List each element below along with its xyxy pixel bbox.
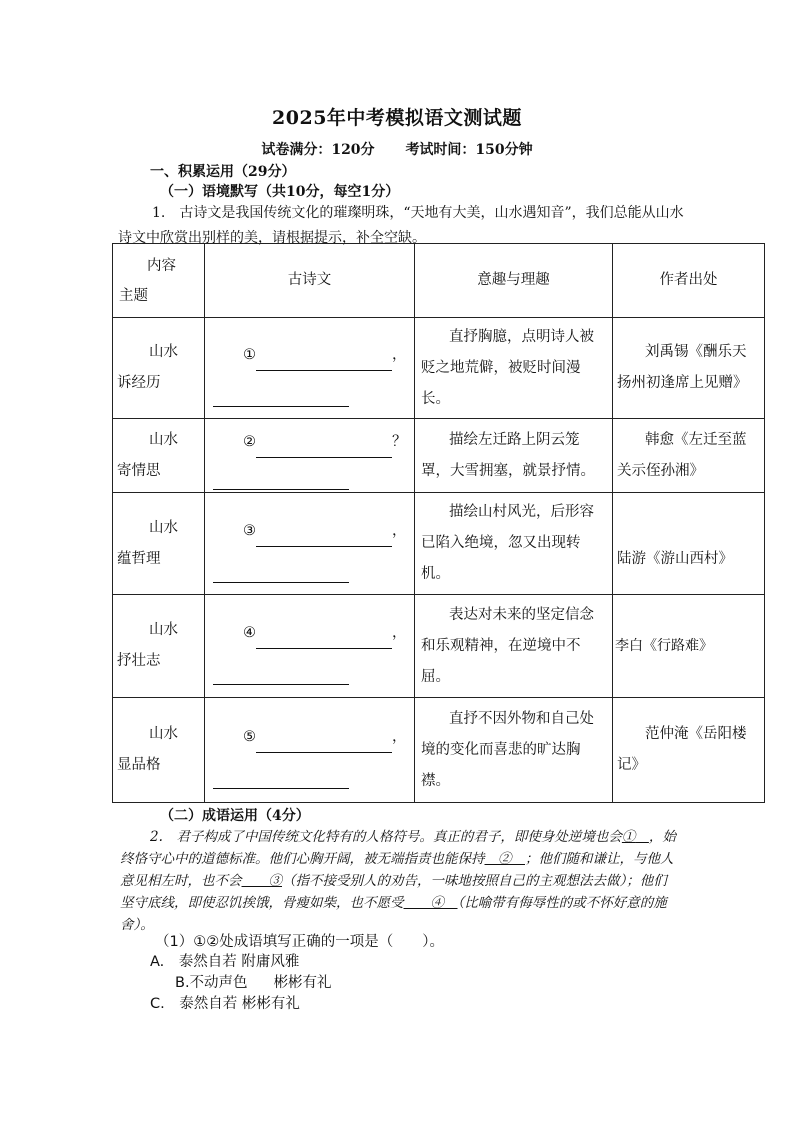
answer-blank[interactable]	[213, 666, 349, 685]
row-author: 刘禹锡《酬乐天扬州初逢席上见赠》	[613, 318, 765, 419]
row-topic: 山水 显品格	[113, 698, 205, 803]
row-meaning: 直抒胸臆，点明诗人被贬之地荒僻，被贬时间漫长。	[415, 318, 613, 419]
idiom-blank-1[interactable]: ①	[621, 829, 636, 845]
exam-time: 考试时间：150分钟	[405, 142, 533, 158]
section-heading: 一、积累运用（29分）	[150, 164, 296, 180]
answer-blank[interactable]	[256, 352, 392, 371]
sub-question-1: （1）①②处成语填写正确的一项是（ ）。	[155, 934, 444, 950]
row-meaning: 直抒不因外物和自己处境的变化而喜悲的旷达胸襟。	[415, 698, 613, 803]
option-b[interactable]: B.不动声色 彬彬有礼	[175, 975, 332, 991]
answer-blank[interactable]	[256, 528, 392, 547]
page-title: 2025年中考模拟语文测试题	[272, 107, 522, 129]
part-heading-2: （二）成语运用（4分）	[160, 808, 310, 824]
idiom-blank-3[interactable]: ③	[268, 873, 282, 889]
table-row	[113, 419, 765, 493]
idiom-blank-4[interactable]: ④	[430, 895, 444, 911]
exam-meta	[0, 139, 794, 159]
header-author: 作者出处	[613, 244, 765, 318]
full-score: 试卷满分：120分	[261, 142, 375, 158]
table-row	[113, 595, 765, 698]
answer-blank[interactable]	[213, 388, 349, 407]
row-meaning: 描绘山村风光，后形容已陷入绝境，忽又出现转机。	[415, 493, 613, 595]
row-topic: 山水 诉经历	[113, 318, 205, 419]
poem-blank-cell: ③ ，	[205, 493, 415, 595]
header-meaning: 意趣与理趣	[415, 244, 613, 318]
idiom-blank-2[interactable]: ②	[498, 851, 512, 867]
table-row	[113, 493, 765, 595]
answer-blank[interactable]	[256, 630, 392, 649]
header-poem: 古诗文	[205, 244, 415, 318]
row-meaning: 表达对未来的坚定信念和乐观精神，在逆境中不屈。	[415, 595, 613, 698]
row-author: 范仲淹《岳阳楼记》	[613, 698, 765, 803]
poem-blank-cell: ④ ，	[205, 595, 415, 698]
row-topic: 山水 蕴哲理	[113, 493, 205, 595]
option-a[interactable]: A. 泰然自若 附庸风雅	[150, 954, 300, 970]
row-author: 陆游《游山西村》	[613, 493, 765, 595]
question-2: 2. 君子构成了中国传统文化特有的人格符号。真正的君子，即使身处逆境也会① ，始终恪守心中的道德标准。他们心胸开阔，被无端指责也能保持 ② ；他们随和谦让，与他人意见相左时，也不会 ③（指不接受别人的劝告，一味地按照自己的主观想法去做）；他们坚守底线，即使忍饥挨饿，骨瘦如柴，也不愿受 ④ （比喻带有侮辱性的或不怀好意的施舍）。	[120, 829, 676, 933]
question-1-text: 1. 古诗文是我国传统文化的璀璨明珠，“天地有大美，山水遇知音”，我们总能从山水诗文中欣赏出别样的美，请根据提示，补全空缺。	[118, 205, 684, 246]
answer-blank[interactable]	[213, 471, 349, 490]
header-topic: 内容 主题	[113, 244, 205, 318]
option-c[interactable]: C. 泰然自若 彬彬有礼	[150, 996, 300, 1012]
row-meaning: 描绘左迁路上阴云笼罩，大雪拥塞，就景抒情。	[415, 419, 613, 493]
poem-blank-cell: ⑤ ，	[205, 698, 415, 803]
row-topic: 山水 抒壮志	[113, 595, 205, 698]
row-author: 韩愈《左迁至蓝关示侄孙湘》	[613, 419, 765, 493]
answer-blank[interactable]	[213, 770, 349, 789]
poem-blank-cell: ② ？	[205, 419, 415, 493]
answer-blank[interactable]	[213, 564, 349, 583]
table-row	[113, 698, 765, 803]
table-header-row	[113, 244, 765, 318]
poem-blank-cell: ① ，	[205, 318, 415, 419]
row-author: 李白《行路难》	[613, 595, 765, 698]
answer-blank[interactable]	[256, 734, 392, 753]
part-heading-1: （一）语境默写（共10分，每空1分）	[160, 184, 400, 200]
row-topic: 山水 寄情思	[113, 419, 205, 493]
answer-blank[interactable]	[256, 439, 392, 458]
poem-table	[112, 243, 765, 803]
table-row	[113, 318, 765, 419]
